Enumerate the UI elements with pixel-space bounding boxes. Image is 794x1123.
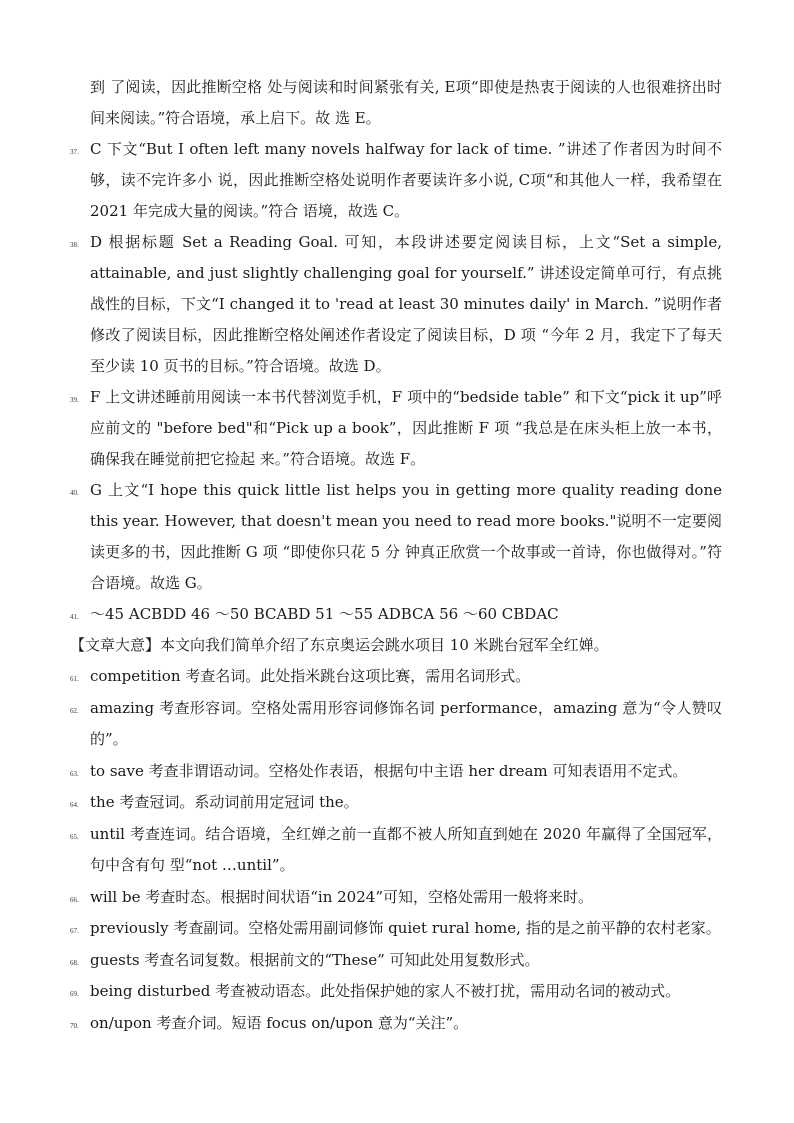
answer-64	[70, 787, 722, 819]
item-number: 62.	[70, 706, 79, 715]
item-text: D 根据标题 Set a Reading Goal. 可知，本段讲述要定阅读目标，上文“Set a simple, attainable, and just slightly challenging goal for yourself.” 讲述设定简单可行，有点挑战性的目标，下文“I changed it to 'read at least 30 minutes daily' in March. ”说明作者修改了阅读目标，因此推断空格处阐述作者设定了阅读目标，D 项 “今年 2 月，我定下了每天至少读 10 页书的目标。”符合语境。故选 D。	[90, 233, 722, 375]
answer-65	[70, 819, 722, 882]
item-text: previously 考查副词。空格处需用副词修饰 quiet rural home, 指的是之前平静的农村老家。	[90, 919, 721, 937]
item-text: 到 了阅读，因此推断空格 处与阅读和时间紧张有关, E项“即使是热衷于阅读的人也很难挤出时间来阅读。”符合语境，承上启下。故 选 E。	[90, 78, 722, 127]
answer-62	[70, 693, 722, 756]
answer-39	[70, 382, 722, 475]
item-number: 68.	[70, 958, 79, 967]
item-text: until 考查连词。结合语境，全红婵之前一直都不被人所知直到她在 2020 年赢得了全国冠军，句中含有句 型“not …until”。	[90, 824, 722, 874]
item-text: C 下文“But I often left many novels halfway for lack of time. ”讲述了作者因为时间不够，读不完许多小 说，因此推断空格处说明作者要读许多小说, C项“和其他人一样，我希望在 2021 年完成大量的阅读。”符合 语境，故选 C。	[90, 140, 722, 220]
item-number: 37.	[70, 148, 79, 156]
answer-66	[70, 882, 722, 914]
item-number: 66.	[70, 895, 79, 904]
answer-69	[70, 976, 722, 1008]
article-summary: 【文章大意】本文向我们简单介绍了东京奥运会跳水项目 10 米跳台冠军全红婵。	[70, 636, 609, 654]
item-number: 41.	[70, 613, 79, 621]
item-text: F 上文讲述睡前用阅读一本书代替浏览手机，F 项中的“bedside table” 和下文“pick it up”呼应前文的 "before bed"和“Pick up a book”，因此推断 F 项 “我总是在床头柜上放一本书，确保我在睡觉前把它捡起 来。”符合语境。故选 F。	[90, 388, 722, 468]
item-text: the 考查冠词。系动词前用定冠词 the。	[90, 793, 359, 811]
answer-36-continuation	[70, 72, 722, 134]
answer-61	[70, 661, 722, 693]
item-text: being disturbed 考查被动语态。此处指保护她的家人不被打扰，需用动名词的被动式。	[90, 982, 681, 1000]
answer-38	[70, 227, 722, 382]
answer-70	[70, 1008, 722, 1040]
item-text: competition 考查名词。此处指米跳台这项比赛，需用名词形式。	[90, 667, 531, 685]
item-number: 64.	[70, 801, 79, 809]
answer-67	[70, 913, 722, 945]
answer-63	[70, 756, 722, 788]
item-number: 39.	[70, 396, 79, 404]
item-text: on/upon 考查介词。短语 focus on/upon 意为“关注”。	[90, 1013, 469, 1032]
item-number: 67.	[70, 927, 79, 935]
item-number: 69.	[70, 990, 79, 998]
item-text: guests 考查名词复数。根据前文的“These” 可知此处用复数形式。	[90, 950, 540, 969]
item-text: ～45 ACBDD 46 ～50 BCABD 51 ～55 ADBCA 56 ～60 CBDAC	[90, 605, 559, 623]
item-number: 40.	[70, 489, 79, 497]
item-number: 65.	[70, 832, 79, 841]
answer-37	[70, 134, 722, 227]
item-number: 38.	[70, 241, 79, 249]
document-content	[70, 72, 722, 1039]
item-number: 70.	[70, 1021, 79, 1030]
answer-68	[70, 945, 722, 977]
answer-40	[70, 475, 722, 599]
item-number: 63.	[70, 769, 79, 778]
answer-41-60	[70, 599, 722, 630]
item-number: 61.	[70, 675, 79, 683]
item-text: G 上文“I hope this quick little list helps you in getting more quality reading done this year. However, that doesn't mean you need to read more books."说明不一定要阅读更多的书，因此推断 G 项 “即使你只花 5 分 钟真正欣赏一个故事或一首诗，你也做得对。”符合语境。故选 G。	[90, 481, 722, 592]
item-text: to save 考查非谓语动词。空格处作表语，根据句中主语 her dream 可知表语用不定式。	[90, 761, 688, 780]
item-text: amazing 考查形容词。空格处需用形容词修饰名词 performance，amazing 意为“令人赞叹的”。	[90, 698, 722, 748]
item-text: will be 考查时态。根据时间状语“in 2024”可知，空格处需用一般将来时。	[90, 887, 593, 906]
